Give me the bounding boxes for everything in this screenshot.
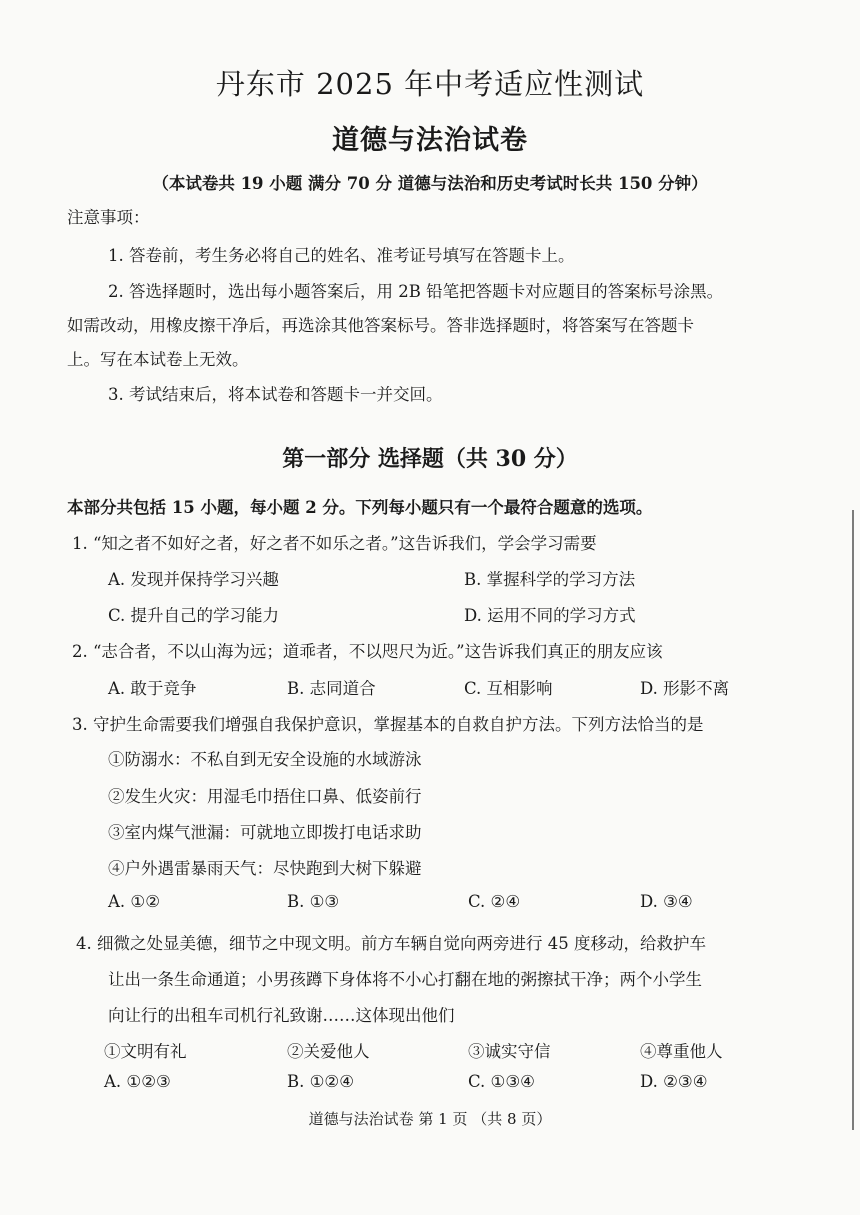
note-3: 3. 考试结束后，将本试卷和答题卡一并交回。 [108, 385, 443, 404]
question-1-option-d: D. 运用不同的学习方式 [464, 606, 636, 625]
question-3-statement-4: ④户外遇雷暴雨天气：尽快跑到大树下躲避 [108, 859, 422, 878]
exam-info: （本试卷共 19 小题 满分 70 分 道德与法治和历史考试时长共 150 分钟） [152, 174, 708, 193]
question-2-option-c: C. 互相影响 [464, 679, 553, 698]
question-4-option-d: D. ②③④ [640, 1072, 708, 1091]
question-3-option-a: A. ①② [108, 892, 160, 911]
question-1-stem: 1. “知之者不如好之者，好之者不如乐之者。”这告诉我们，学会学习需要 [72, 534, 597, 553]
question-1-option-b: B. 掌握科学的学习方法 [464, 570, 636, 589]
question-2-stem: 2. “志合者，不以山海为远；道乖者，不以咫尺为近。”这告诉我们真正的朋友应该 [72, 642, 663, 661]
question-4-statement-3: ③诚实守信 [468, 1042, 551, 1061]
page-footer: 道德与法治试卷 第 1 页 （共 8 页） [308, 1110, 552, 1128]
question-3-option-c: C. ②④ [468, 892, 521, 911]
question-4-stem-line-3: 向让行的出租车司机行礼致谢……这体现出他们 [108, 1006, 455, 1025]
question-3-stem: 3. 守护生命需要我们增强自我保护意识，掌握基本的自救自护方法。下列方法恰当的是 [72, 715, 704, 734]
question-4-statement-1: ①文明有礼 [104, 1042, 187, 1061]
note-2-line-2: 如需改动，用橡皮擦干净后，再选涂其他答案标号。答非选择题时，将答案写在答题卡 [67, 316, 694, 335]
question-2-option-a: A. 敢于竞争 [108, 679, 197, 698]
exam-title: 丹东市 2025 年中考适应性测试 [215, 67, 645, 101]
note-2-line-3: 上。写在本试卷上无效。 [67, 350, 249, 369]
question-4-statement-2: ②关爱他人 [287, 1042, 370, 1061]
question-3-option-b: B. ①③ [287, 892, 340, 911]
note-1: 1. 答卷前，考生务必将自己的姓名、准考证号填写在答题卡上。 [108, 246, 575, 265]
part-1-description: 本部分共包括 15 小题，每小题 2 分。下列每小题只有一个最符合题意的选项。 [67, 498, 653, 517]
note-2-line-1: 2. 答选择题时，选出每小题答案后，用 2B 铅笔把答题卡对应题目的答案标号涂黑。 [108, 282, 724, 301]
notes-heading: 注意事项： [67, 208, 150, 227]
question-1-option-a: A. 发现并保持学习兴趣 [108, 570, 279, 589]
question-3-statement-2: ②发生火灾：用湿毛巾捂住口鼻、低姿前行 [108, 787, 422, 806]
subject-title: 道德与法治试卷 [332, 125, 528, 156]
question-1-option-c: C. 提升自己的学习能力 [108, 606, 280, 625]
question-3-statement-3: ③室内煤气泄漏：可就地立即拨打电话求助 [108, 823, 422, 842]
question-2-option-d: D. 形影不离 [640, 679, 730, 698]
question-4-option-b: B. ①②④ [287, 1072, 354, 1091]
question-3-option-d: D. ③④ [640, 892, 693, 911]
question-4-stem-line-1: 4. 细微之处显美德，细节之中现文明。前方车辆自觉向两旁进行 45 度移动，给救护车 [76, 934, 706, 953]
scan-edge-line [852, 510, 854, 1130]
question-4-option-c: C. ①③④ [468, 1072, 535, 1091]
question-2-option-b: B. 志同道合 [287, 679, 376, 698]
question-4-stem-line-2: 让出一条生命通道；小男孩蹲下身体将不小心打翻在地的粥擦拭干净；两个小学生 [108, 970, 702, 989]
question-4-option-a: A. ①②③ [104, 1072, 171, 1091]
part-1-title: 第一部分 选择题（共 30 分） [282, 446, 578, 472]
question-4-statement-4: ④尊重他人 [640, 1042, 723, 1061]
question-3-statement-1: ①防溺水：不私自到无安全设施的水域游泳 [108, 750, 422, 769]
